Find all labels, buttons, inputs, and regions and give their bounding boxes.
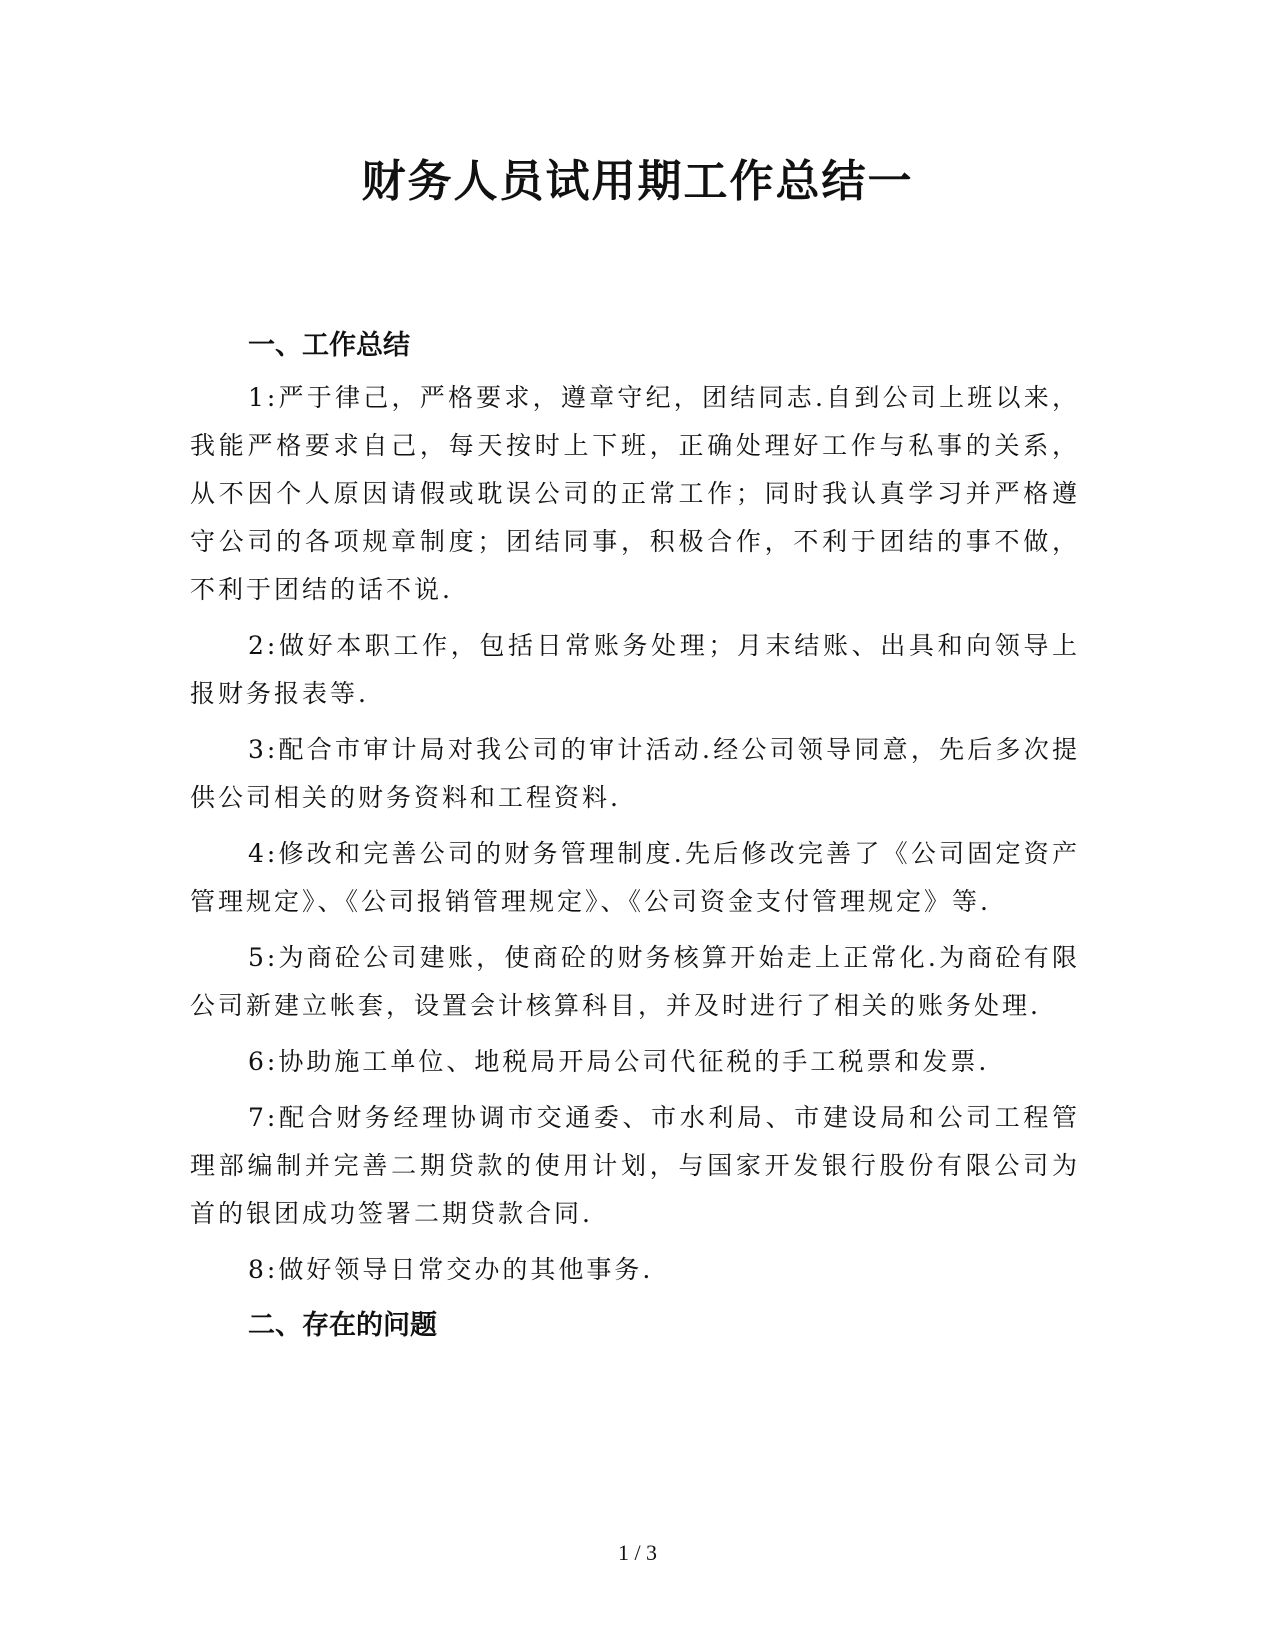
paragraph-item-2: 2:做好本职工作，包括日常账务处理；月末结账、出具和向领导上报财务报表等. <box>190 631 1080 708</box>
section-heading-work-summary: 一、工作总结 <box>248 330 410 361</box>
paragraph-item-4: 4:修改和完善公司的财务管理制度.先后修改完善了《公司固定资产管理规定》、《公司报销管理规定》、《公司资金支付管理规定》等. <box>190 839 1080 916</box>
section-heading-existing-problems: 二、存在的问题 <box>248 1310 437 1341</box>
paragraph-item-1: 1:严于律己，严格要求，遵章守纪，团结同志.自到公司上班以来，我能严格要求自己，每天按时上下班，正确处理好工作与私事的关系，从不因个人原因请假或耽误公司的正常工作；同时我认真学习并严格遵守公司的各项规章制度；团结同事，积极合作，不利于团结的事不做，不利于团结的话不说. <box>190 383 1080 604</box>
paragraph-item-6: 6:协助施工单位、地税局开局公司代征税的手工税票和发票. <box>248 1047 990 1076</box>
paragraph-item-7: 7:配合财务经理协调市交通委、市水利局、市建设局和公司工程管理部编制并完善二期贷款的使用计划，与国家开发银行股份有限公司为首的银团成功签署二期贷款合同. <box>190 1103 1080 1228</box>
paragraph-item-8: 8:做好领导日常交办的其他事务. <box>248 1255 654 1284</box>
document-title: 财务人员试用期工作总结一 <box>361 156 914 207</box>
document-body <box>190 322 1080 1354</box>
page-number: 1 / 3 <box>617 1540 658 1565</box>
paragraph-item-3: 3:配合市审计局对我公司的审计活动.经公司领导同意，先后多次提供公司相关的财务资料和工程资料. <box>190 735 1080 812</box>
paragraph-item-5: 5:为商砼公司建账，使商砼的财务核算开始走上正常化.为商砼有限公司新建立帐套，设置会计核算科目，并及时进行了相关的账务处理. <box>190 943 1080 1020</box>
